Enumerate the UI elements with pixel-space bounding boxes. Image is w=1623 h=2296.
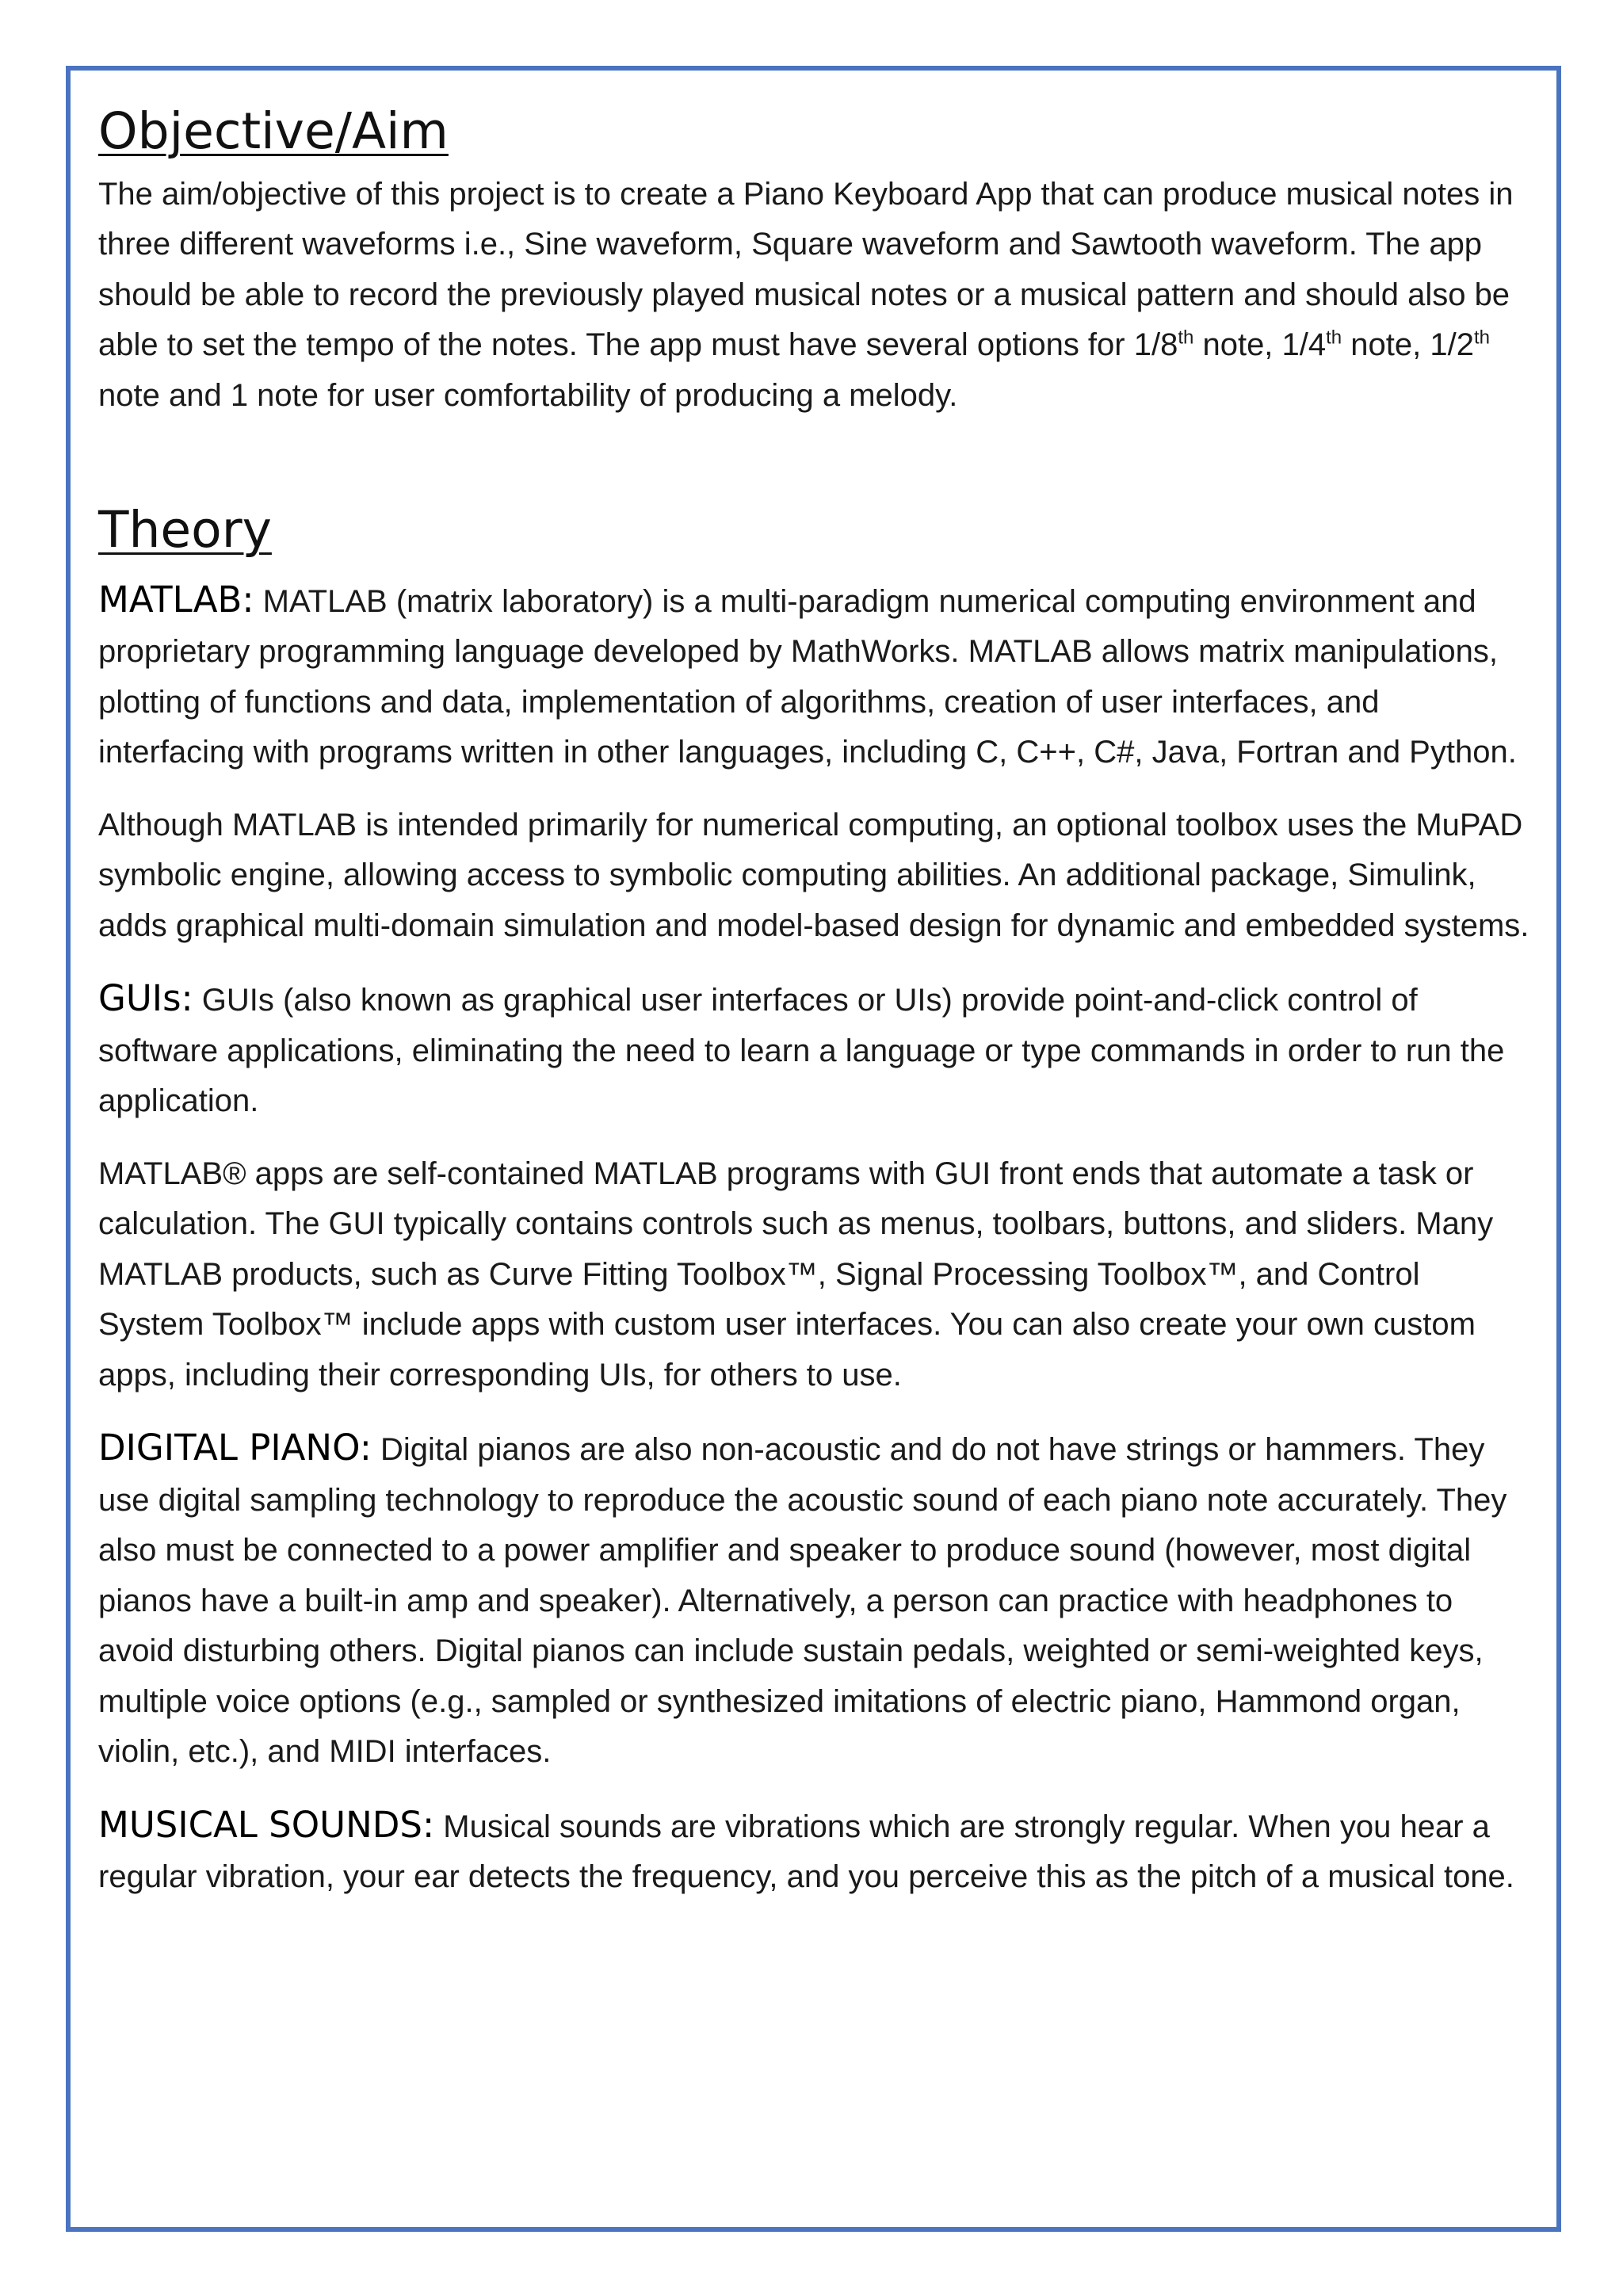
- matlab-toolbox-text: Although MATLAB is intended primarily for numerical computing, an optional toolbox uses the MuPAD symbolic engine, allowing access to symbolic computing abilities. An additional package, Simulink, adds graphical multi-domain simulation and model-based design for dynamic and embedded systems.: [98, 807, 1529, 943]
- ordinal-suffix-1: th: [1178, 327, 1194, 349]
- objective-text-3: note, 1/2: [1342, 327, 1474, 363]
- musical-sounds-text: Musical sounds are vibrations which are strongly regular. When you hear a regular vibration, your ear detects the frequency, and you perceive this as the pitch of a musical tone.: [98, 1809, 1514, 1895]
- guis-term: GUIs:: [98, 977, 193, 1020]
- objective-text-1: The aim/objective of this project is to create a Piano Keyboard App that can produce musical notes in three different waveforms i.e., Sine waveform, Square waveform and Sawtooth waveform. The app should be able to record the previously played musical notes or a musical pattern and should also be able to set the tempo of the notes. The app must have several options for 1/8: [98, 176, 1514, 363]
- matlab-paragraph: [98, 575, 1533, 778]
- digital-piano-paragraph: [98, 1423, 1533, 1778]
- guis-paragraph: [98, 973, 1533, 1127]
- matlab-toolbox-paragraph: [98, 800, 1533, 952]
- objective-text-2: note, 1/4: [1193, 327, 1327, 363]
- musical-sounds-paragraph: [98, 1800, 1533, 1903]
- objective-heading: Objective/Aim: [98, 102, 449, 160]
- ordinal-suffix-2: th: [1326, 327, 1342, 349]
- musical-sounds-term: MUSICAL SOUNDS:: [98, 1803, 435, 1846]
- objective-paragraph: [98, 170, 1533, 422]
- document-body: [98, 101, 1533, 1925]
- matlab-apps-paragraph: [98, 1149, 1533, 1401]
- digital-piano-text: Digital pianos are also non-acoustic and do not have strings or hammers. They use digital sampling technology to reproduce the acoustic sound of each piano note accurately. They also must be connected to a power amplifier and speaker to produce sound (however, most digital pianos have a built-in amp and speaker). Alternatively, a person can practice with headphones to avoid disturbing others. Digital pianos can include sustain pedals, weighted or semi-weighted keys, multiple voice options (e.g., sampled or synthesized imitations of electric piano, Hammond organ, violin, etc.), and MIDI interfaces.: [98, 1432, 1507, 1770]
- digital-piano-term: DIGITAL PIANO:: [98, 1427, 372, 1469]
- objective-text-4: note and 1 note for user comfortability of producing a melody.: [98, 377, 958, 413]
- guis-text: GUIs (also known as graphical user interfaces or UIs) provide point-and-click control of software applications, eliminating the need to learn a language or type commands in order to run the application.: [98, 983, 1505, 1119]
- matlab-term: MATLAB:: [98, 578, 254, 621]
- matlab-text: MATLAB (matrix laboratory) is a multi-paradigm numerical computing environment and proprietary programming language developed by MathWorks. MATLAB allows matrix manipulations, plotting of functions and data, implementation of algorithms, creation of user interfaces, and interfacing with programs written in other languages, including C, C++, C#, Java, Fortran and Python.: [98, 583, 1517, 770]
- theory-heading: Theory: [98, 501, 272, 560]
- ordinal-suffix-3: th: [1473, 327, 1490, 349]
- matlab-apps-text: MATLAB® apps are self-contained MATLAB programs with GUI front ends that automate a task or calculation. The GUI typically contains controls such as menus, toolbars, buttons, and sliders. Many MATLAB products, such as Curve Fitting Toolbox™, Signal Processing Toolbox™, and Control System Toolbox™ include apps with custom user interfaces. You can also create your own custom apps, including their corresponding UIs, for others to use.: [98, 1156, 1494, 1392]
